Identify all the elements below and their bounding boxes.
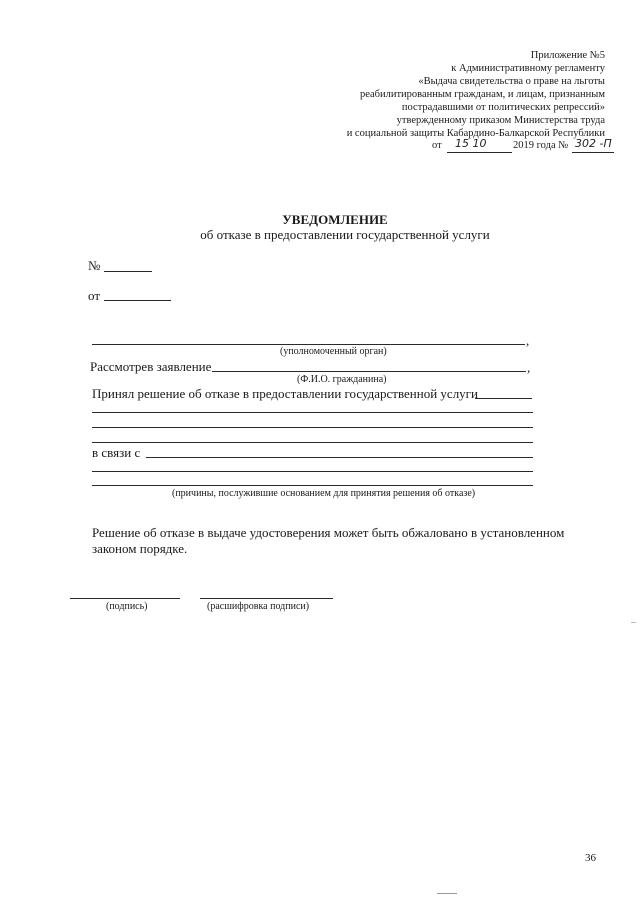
signature-transcript-caption: (расшифровка подписи) <box>207 601 310 612</box>
signature-line <box>70 598 180 599</box>
decision-line-1 <box>92 412 533 413</box>
header-line-7: и социальной защиты Кабардино-Балкарской Республики <box>346 128 605 139</box>
authority-comma: , <box>526 333 530 348</box>
page-subtitle: об отказе в предоставлении государственной услуги <box>200 227 490 242</box>
number-field-line <box>104 271 152 272</box>
citizen-caption: (Ф.И.О. гражданина) <box>297 374 387 385</box>
decision-field-line <box>475 398 532 399</box>
date-label: от <box>88 288 101 303</box>
authority-field-line <box>92 344 525 345</box>
header-line-2: к Административному регламенту <box>451 63 605 74</box>
appeal-text-line-2: законом порядке. <box>92 541 188 556</box>
reason-line-3 <box>92 485 533 486</box>
header-year-text: 2019 года № <box>513 140 569 151</box>
date-field-line <box>104 300 171 301</box>
authority-caption: (уполномоченный орган) <box>280 346 387 357</box>
reason-line-1 <box>146 457 533 458</box>
considered-label: Рассмотрев заявление <box>90 359 212 374</box>
decision-line-2 <box>92 427 533 428</box>
header-line-6: утвержденному приказом Министерства труда <box>396 115 605 126</box>
reason-line-2 <box>92 471 533 472</box>
reason-label: в связи с <box>92 445 141 460</box>
signature-caption: (подпись) <box>106 601 148 612</box>
citizen-comma: , <box>527 360 531 375</box>
decision-line-3 <box>92 442 533 443</box>
page-title: УВЕДОМЛЕНИЕ <box>282 212 388 227</box>
header-date-prefix: от <box>432 140 442 151</box>
header-number-line <box>572 152 614 153</box>
header-date-handwritten: 15 10 <box>455 137 487 150</box>
number-label: № <box>88 258 101 273</box>
scan-mark-bottom <box>437 893 457 894</box>
signature-transcript-line <box>200 598 333 599</box>
header-date-line <box>447 152 512 153</box>
header-line-3: «Выдача свидетельства о праве на льготы <box>418 76 605 87</box>
header-line-5: пострадавшими от политических репрессий» <box>401 102 605 113</box>
scan-mark-right <box>631 622 636 623</box>
header-number-handwritten: 302 -П <box>575 137 612 150</box>
header-line-4: реабилитированным гражданам, и лицам, признанным <box>359 89 605 100</box>
header-line-1: Приложение №5 <box>530 50 605 61</box>
reasons-caption: (причины, послужившие основанием для принятия решения об отказе) <box>172 488 476 499</box>
citizen-field-line <box>212 371 526 372</box>
appeal-text-line-1: Решение об отказе в выдаче удостоверения может быть обжаловано в установленном <box>92 525 565 540</box>
page-number: 36 <box>585 852 596 864</box>
decision-text: Принял решение об отказе в предоставлении государственной услуги <box>92 386 478 401</box>
